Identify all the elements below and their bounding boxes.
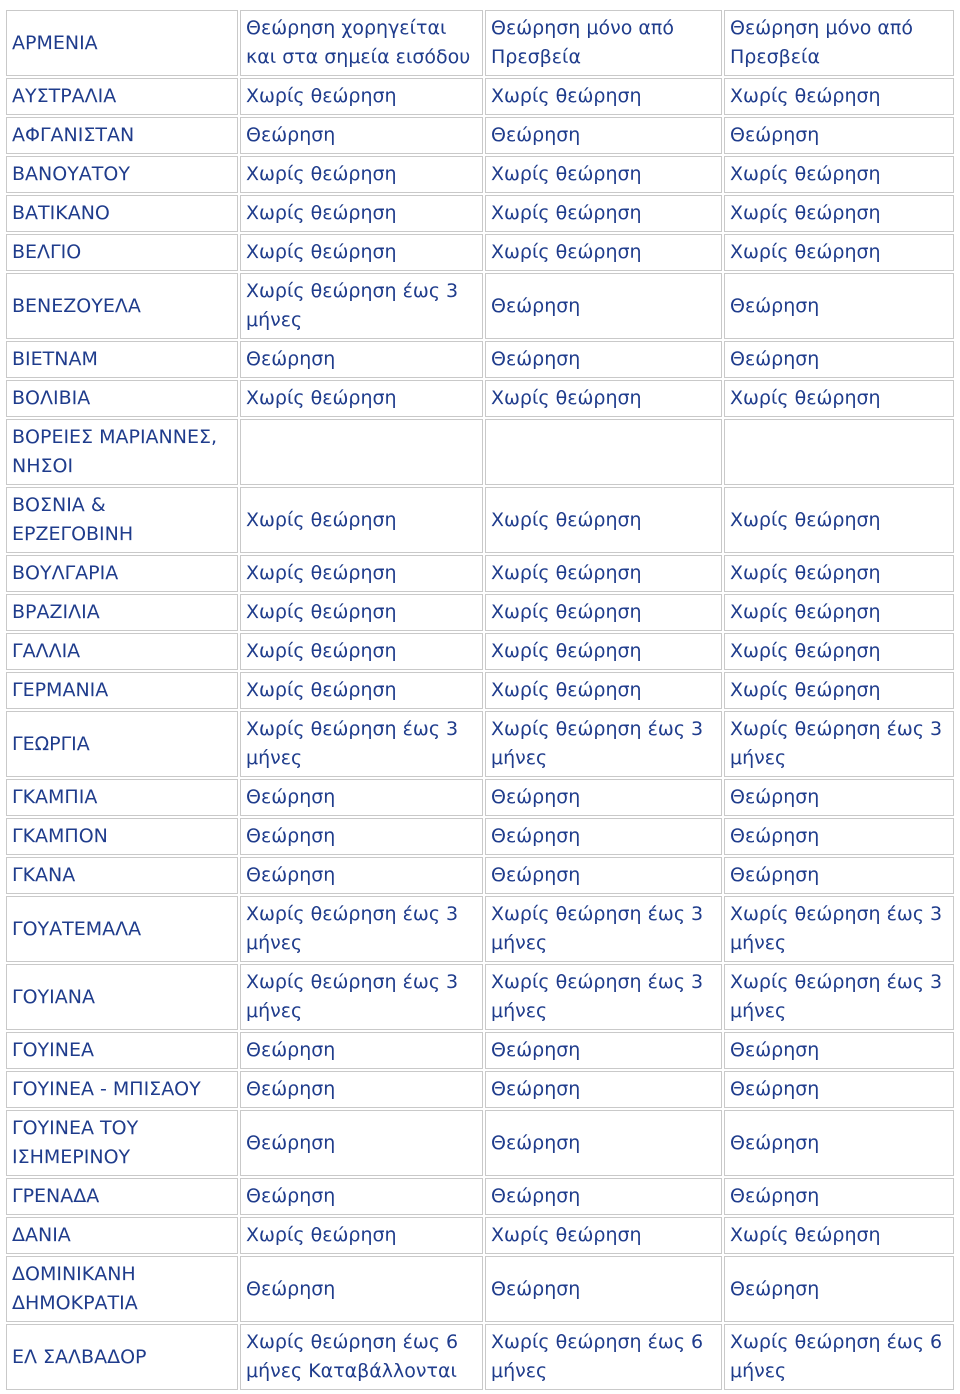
country-cell: ΒΕΛΓΙΟ [6, 234, 238, 271]
visa-cell: Χωρίς θεώρηση έως 6 μήνες [724, 1324, 954, 1390]
visa-cell: Χωρίς θεώρηση έως 3 μήνες [724, 711, 954, 777]
visa-cell: Θεώρηση [724, 1178, 954, 1215]
visa-cell: Θεώρηση χορηγείται και στα σημεία εισόδου [240, 10, 483, 76]
visa-cell: Χωρίς θεώρηση έως 6 μήνες [485, 1324, 722, 1390]
visa-cell: Χωρίς θεώρηση [724, 487, 954, 553]
visa-cell: Θεώρηση [485, 1110, 722, 1176]
country-cell: ΓΕΩΡΓΙΑ [6, 711, 238, 777]
country-cell: ΓΟΥΑΤΕΜΑΛΑ [6, 896, 238, 962]
visa-cell: Χωρίς θεώρηση [485, 380, 722, 417]
visa-cell: Χωρίς θεώρηση [724, 195, 954, 232]
visa-cell: Χωρίς θεώρηση έως 3 μήνες [240, 896, 483, 962]
visa-cell: Χωρίς θεώρηση [724, 380, 954, 417]
visa-cell: Θεώρηση [240, 779, 483, 816]
table-row [6, 78, 954, 115]
country-cell: ΒΡΑΖΙΛΙΑ [6, 594, 238, 631]
table-row [6, 1110, 954, 1176]
country-cell: ΒΟΡΕΙΕΣ ΜΑΡΙΑΝΝΕΣ, ΝΗΣΟΙ [6, 419, 238, 485]
visa-cell: Χωρίς θεώρηση [485, 156, 722, 193]
visa-cell: Χωρίς θεώρηση [240, 594, 483, 631]
table-row [6, 896, 954, 962]
visa-cell: Χωρίς θεώρηση [724, 234, 954, 271]
table-row [6, 555, 954, 592]
visa-cell: Χωρίς θεώρηση έως 3 μήνες [485, 711, 722, 777]
visa-cell: Χωρίς θεώρηση [240, 487, 483, 553]
visa-cell: Θεώρηση [485, 818, 722, 855]
visa-cell: Χωρίς θεώρηση [485, 487, 722, 553]
table-row [6, 117, 954, 154]
visa-cell: Θεώρηση [724, 117, 954, 154]
table-row [6, 1217, 954, 1254]
visa-cell: Χωρίς θεώρηση έως 3 μήνες [240, 273, 483, 339]
visa-cell: Χωρίς θεώρηση [240, 234, 483, 271]
visa-cell: Χωρίς θεώρηση [485, 78, 722, 115]
visa-cell: Θεώρηση [485, 273, 722, 339]
table-row [6, 419, 954, 485]
visa-cell: Θεώρηση μόνο από Πρεσβεία [485, 10, 722, 76]
visa-cell: Θεώρηση [485, 1071, 722, 1108]
table-row [6, 633, 954, 670]
table-row [6, 10, 954, 76]
visa-cell: Θεώρηση [724, 1256, 954, 1322]
country-cell: ΓΡΕΝΑΔΑ [6, 1178, 238, 1215]
visa-cell: Θεώρηση [485, 1178, 722, 1215]
visa-cell: Χωρίς θεώρηση [240, 1217, 483, 1254]
visa-cell: Θεώρηση [240, 341, 483, 378]
visa-cell: Χωρίς θεώρηση [724, 594, 954, 631]
country-cell: ΓΚΑΜΠΙΑ [6, 779, 238, 816]
visa-cell: Χωρίς θεώρηση [724, 555, 954, 592]
visa-cell: Χωρίς θεώρηση [485, 1217, 722, 1254]
table-row [6, 1324, 954, 1390]
table-row [6, 711, 954, 777]
table-row [6, 195, 954, 232]
table-row [6, 341, 954, 378]
table-row [6, 818, 954, 855]
table-row [6, 672, 954, 709]
visa-cell: Χωρίς θεώρηση [724, 1217, 954, 1254]
table-row [6, 234, 954, 271]
country-cell: ΕΛ ΣΑΛΒΑΔΟΡ [6, 1324, 238, 1390]
visa-cell: Θεώρηση μόνο από Πρεσβεία [724, 10, 954, 76]
table-row [6, 1178, 954, 1215]
visa-cell: Θεώρηση [240, 857, 483, 894]
country-cell: ΑΥΣΤΡΑΛΙΑ [6, 78, 238, 115]
visa-cell [485, 419, 722, 485]
country-cell: ΔΟΜΙΝΙΚΑΝΗ ΔΗΜΟΚΡΑΤΙΑ [6, 1256, 238, 1322]
country-cell: ΔΑΝΙΑ [6, 1217, 238, 1254]
visa-cell: Θεώρηση [240, 1110, 483, 1176]
table-row [6, 156, 954, 193]
visa-cell: Χωρίς θεώρηση [485, 555, 722, 592]
visa-cell: Θεώρηση [724, 818, 954, 855]
country-cell: ΒΟΥΛΓΑΡΙΑ [6, 555, 238, 592]
visa-cell: Θεώρηση [240, 1178, 483, 1215]
visa-cell: Χωρίς θεώρηση [240, 633, 483, 670]
table-row [6, 857, 954, 894]
visa-cell: Χωρίς θεώρηση έως 3 μήνες [485, 896, 722, 962]
visa-cell: Χωρίς θεώρηση [485, 594, 722, 631]
visa-cell: Θεώρηση [724, 341, 954, 378]
visa-cell: Θεώρηση [485, 341, 722, 378]
visa-cell: Θεώρηση [485, 779, 722, 816]
visa-cell: Χωρίς θεώρηση [485, 633, 722, 670]
visa-cell: Χωρίς θεώρηση [240, 380, 483, 417]
visa-cell: Θεώρηση [240, 1032, 483, 1069]
table-row [6, 1256, 954, 1322]
table-row [6, 1071, 954, 1108]
visa-cell: Θεώρηση [240, 1256, 483, 1322]
visa-cell: Θεώρηση [485, 857, 722, 894]
visa-cell [724, 419, 954, 485]
visa-cell: Θεώρηση [240, 1071, 483, 1108]
table-row [6, 1032, 954, 1069]
visa-cell: Θεώρηση [240, 818, 483, 855]
country-cell: ΑΡΜΕΝΙΑ [6, 10, 238, 76]
visa-cell: Θεώρηση [724, 1071, 954, 1108]
visa-cell: Θεώρηση [485, 117, 722, 154]
visa-cell: Θεώρηση [724, 273, 954, 339]
country-cell: ΑΦΓΑΝΙΣΤΑΝ [6, 117, 238, 154]
country-cell: ΒΟΣΝΙΑ & ΕΡΖΕΓΟΒΙΝΗ [6, 487, 238, 553]
visa-cell [240, 419, 483, 485]
visa-cell: Χωρίς θεώρηση [240, 156, 483, 193]
country-cell: ΓΚΑΝΑ [6, 857, 238, 894]
table-row [6, 273, 954, 339]
visa-cell: Χωρίς θεώρηση [240, 78, 483, 115]
visa-cell: Θεώρηση [240, 117, 483, 154]
visa-cell: Θεώρηση [485, 1256, 722, 1322]
visa-cell: Χωρίς θεώρηση έως 3 μήνες [240, 711, 483, 777]
visa-cell: Θεώρηση [724, 1032, 954, 1069]
country-cell: ΓΟΥΙΑΝΑ [6, 964, 238, 1030]
country-cell: ΓΑΛΛΙΑ [6, 633, 238, 670]
visa-cell: Χωρίς θεώρηση [240, 555, 483, 592]
visa-cell: Θεώρηση [724, 857, 954, 894]
table-row [6, 380, 954, 417]
visa-cell: Χωρίς θεώρηση [485, 672, 722, 709]
table-row [6, 779, 954, 816]
country-cell: ΓΕΡΜΑΝΙΑ [6, 672, 238, 709]
visa-cell: Χωρίς θεώρηση [724, 672, 954, 709]
visa-cell: Χωρίς θεώρηση έως 3 μήνες [724, 964, 954, 1030]
country-cell: ΒΙΕΤΝΑΜ [6, 341, 238, 378]
visa-cell: Χωρίς θεώρηση έως 6 μήνες Καταβάλλονται [240, 1324, 483, 1390]
country-cell: ΒΕΝΕΖΟΥΕΛΑ [6, 273, 238, 339]
country-cell: ΓΟΥΙΝΕΑ - ΜΠΙΣΑΟΥ [6, 1071, 238, 1108]
country-cell: ΒΟΛΙΒΙΑ [6, 380, 238, 417]
visa-cell: Χωρίς θεώρηση έως 3 μήνες [240, 964, 483, 1030]
visa-cell: Θεώρηση [724, 779, 954, 816]
country-cell: ΒΑΝΟΥΑΤΟΥ [6, 156, 238, 193]
visa-cell: Χωρίς θεώρηση [240, 672, 483, 709]
table-row [6, 964, 954, 1030]
table-row [6, 487, 954, 553]
visa-cell: Χωρίς θεώρηση [485, 195, 722, 232]
visa-cell: Χωρίς θεώρηση [724, 633, 954, 670]
visa-cell: Χωρίς θεώρηση [724, 156, 954, 193]
table-row [6, 594, 954, 631]
country-cell: ΒΑΤΙΚΑΝΟ [6, 195, 238, 232]
visa-cell: Χωρίς θεώρηση έως 3 μήνες [485, 964, 722, 1030]
visa-cell: Χωρίς θεώρηση [724, 78, 954, 115]
country-cell: ΓΟΥΙΝΕΑ ΤΟΥ ΙΣΗΜΕΡΙΝΟΥ [6, 1110, 238, 1176]
visa-cell: Θεώρηση [485, 1032, 722, 1069]
visa-requirements-table [4, 8, 956, 1392]
visa-cell: Χωρίς θεώρηση [485, 234, 722, 271]
visa-cell: Χωρίς θεώρηση [240, 195, 483, 232]
visa-cell: Χωρίς θεώρηση έως 3 μήνες [724, 896, 954, 962]
country-cell: ΓΚΑΜΠΟΝ [6, 818, 238, 855]
visa-cell: Θεώρηση [724, 1110, 954, 1176]
country-cell: ΓΟΥΙΝΕΑ [6, 1032, 238, 1069]
